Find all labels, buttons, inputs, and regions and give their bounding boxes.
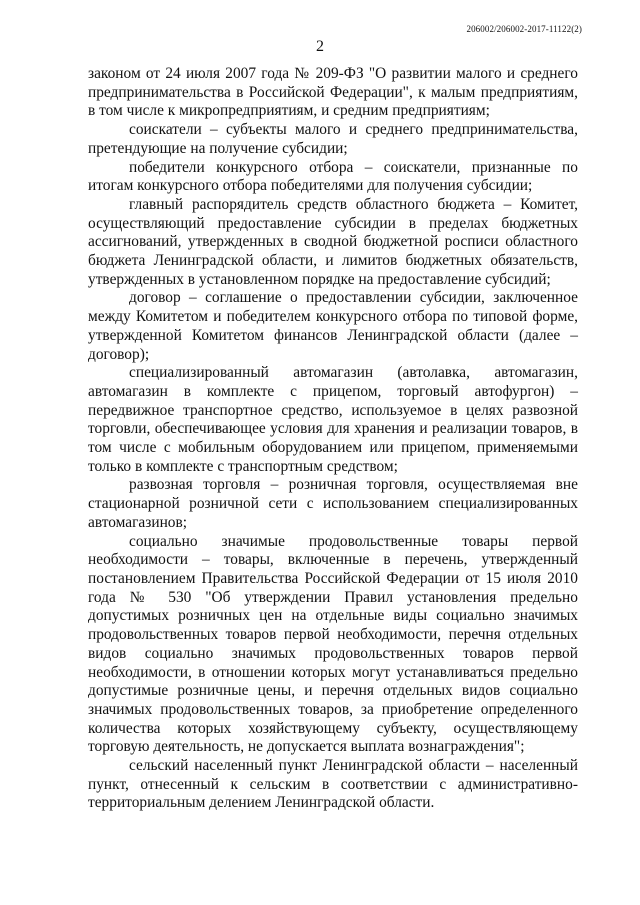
paragraph-definition-agreement: договор – соглашение о предоставлении субсидии, заключенное между Комитетом и победителем конкурсного отбора по типовой форме, утвержденной Комитетом финансов Ленинградской области (далее – договор); (88, 289, 578, 363)
paragraph-continuation: законом от 24 июля 2007 года № 209-ФЗ "О развитии малого и среднего предпринимательства в Российской Федерации", к малым предприятиям, в том числе к микропредприятиям, и средним предприятиям; (88, 65, 578, 120)
paragraph-definition-specialized-autoshop: специализированный автомагазин (автолавка, автомагазин, автомагазин в комплекте с прицепом, торговый автофургон) – передвижное транспортное средство, используемое в целях развозной торговли, обеспечивающее условия для хранения и реализации товаров, в том числе с мобильным оборудованием или прицепом, применяемыми только в комплекте с транспортным средством; (88, 364, 578, 475)
paragraph-definition-applicants: соискатели – субъекты малого и среднего предпринимательства, претендующие на получение субсидии; (88, 121, 578, 157)
paragraph-definition-budget-manager: главный распорядитель средств областного бюджета – Комитет, осуществляющий предоставление субсидии в пределах бюджетных ассигнований, утвержденных в сводной бюджетной росписи областного бюджета Ленинградской области, и лимитов бюджетных обязательств, утвержденных в установленном порядке на предоставление субсидий; (88, 195, 578, 288)
body-text (88, 65, 578, 813)
document-id: 206002/206002-2017-11122(2) (466, 24, 582, 34)
paragraph-definition-winners: победители конкурсного отбора – соискатели, признанные по итогам конкурсного отбора победителями для получения субсидии; (88, 158, 578, 195)
page-number: 2 (316, 38, 324, 55)
paragraph-definition-rural-settlement: сельский населенный пункт Ленинградской области – населенный пункт, отнесенный к сельским в соответствии с административно-территориальным делением Ленинградской области. (88, 757, 578, 812)
paragraph-definition-mobile-trade: развозная торговля – розничная торговля, осуществляемая вне стационарной розничной сети с использованием специализированных автомагазинов; (88, 476, 578, 531)
paragraph-definition-essential-goods: социально значимые продовольственные товары первой необходимости – товары, включенные в перечень, утвержденный постановлением Правительства Российской Федерации от 15 июля 2010 года № 530 "Об утверждении Правил установления предельно допустимых розничных цен на отдельные виды социально значимых продовольственных товаров первой необходимости, перечня отдельных видов социально значимых продовольственных товаров первой необходимости, в отношении которых могут устанавливаться предельно допустимые розничные цены, и перечня отдельных видов социально значимых продовольственных товаров, за приобретение определенного количества которых хозяйствующему субъекту, осуществляющему торговую деятельность, не допускается выплата вознаграждения"; (88, 532, 578, 756)
